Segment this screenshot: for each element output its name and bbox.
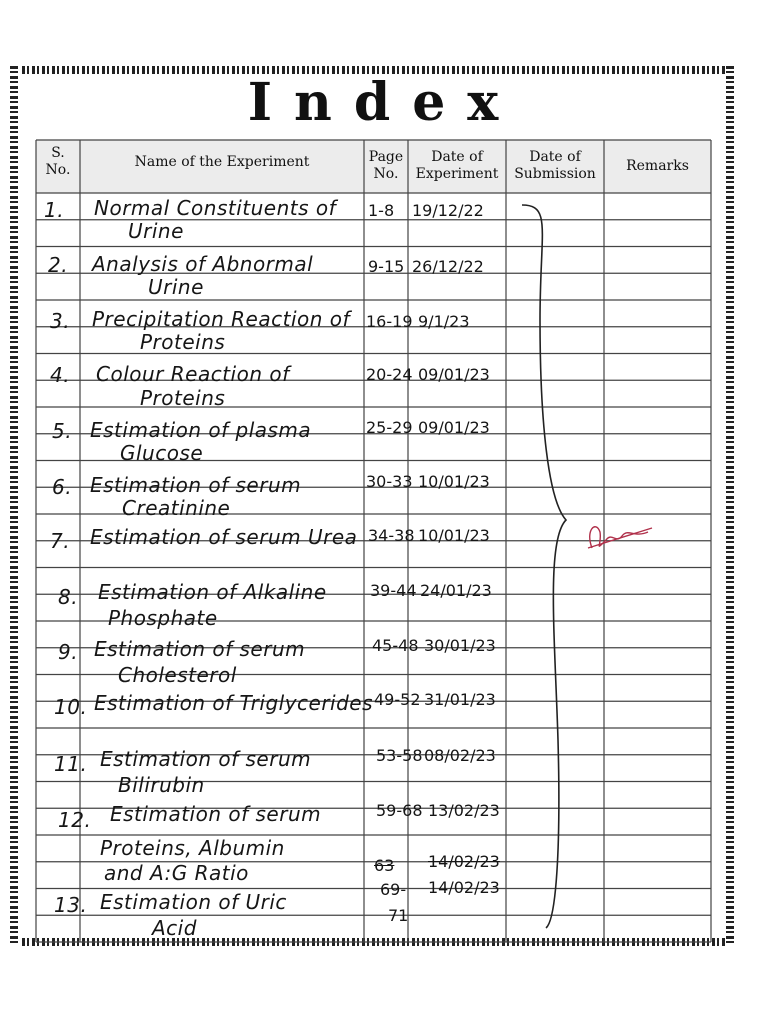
signature-mark <box>588 527 652 548</box>
row-10-name-line-1: Estimation of Triglycerides <box>94 691 374 715</box>
row-2-page: 9-15 <box>368 257 405 276</box>
row-3-date: 9/1/23 <box>418 312 470 331</box>
row-9-name-line-2: Cholesterol <box>118 663 237 687</box>
row-3-page: 16-19 <box>366 312 413 331</box>
row-1-page: 1-8 <box>368 201 395 220</box>
row-1-name-line-2: Urine <box>128 219 184 243</box>
row-4-name-line-1: Colour Reaction of <box>96 362 290 386</box>
row-13-name-line-1: Estimation of Uric <box>100 890 287 914</box>
row-8-date: 24/01/23 <box>420 581 492 600</box>
row-12-name-line-1: Estimation of serum <box>110 802 322 826</box>
row-6-name-line-1: Estimation of serum <box>90 473 302 497</box>
row-9-sno: 9. <box>58 640 79 664</box>
row-7-sno: 7. <box>50 529 71 553</box>
row-3-name-line-2: Proteins <box>140 330 226 354</box>
row-8-name-line-1: Estimation of Alkaline <box>98 580 327 604</box>
row-11-date: 08/02/23 <box>424 746 496 765</box>
row-13-page-cont: 71 <box>388 906 409 925</box>
row-2-name-line-1: Analysis of Abnormal <box>92 252 314 276</box>
row-9-date: 30/01/23 <box>424 636 496 655</box>
row-12-sno: 12. <box>58 808 92 832</box>
row-5-name-line-2: Glucose <box>120 441 204 465</box>
row-1-name-line-1: Normal Constituents of <box>94 196 337 220</box>
row-5-name-line-1: Estimation of plasma <box>90 418 312 442</box>
header-date-submission: Date of Submission <box>514 149 596 182</box>
row-11-name-line-2: Bilirubin <box>118 773 205 797</box>
row-1-sno: 1. <box>44 198 65 222</box>
row-12-name-line-3: and A:G Ratio <box>104 861 249 885</box>
row-6-sno: 6. <box>52 475 73 499</box>
row-7-date: 10/01/23 <box>418 526 490 545</box>
row-12-struck-page: 63 <box>374 856 395 875</box>
header-sno: S. No. <box>45 145 71 178</box>
row-4-date: 09/01/23 <box>418 365 490 384</box>
row-13-date: 14/02/23 <box>428 878 500 897</box>
row-8-sno: 8. <box>58 585 79 609</box>
row-11-name-line-1: Estimation of serum <box>100 747 312 771</box>
row-11-page: 53-58 <box>376 746 423 765</box>
row-13-name-line-2: Acid <box>152 916 197 940</box>
header-name: Name of the Experiment <box>134 154 310 170</box>
row-5-sno: 5. <box>52 419 73 443</box>
row-12-page: 59-68 <box>376 801 423 820</box>
row-10-sno: 10. <box>54 695 88 719</box>
row-4-name-line-2: Proteins <box>140 386 226 410</box>
header-page-no: Page No. <box>368 149 404 182</box>
row-13-page: 69- <box>380 880 407 899</box>
row-7-name-line-1: Estimation of serum Urea <box>90 525 358 549</box>
row-4-sno: 4. <box>50 363 71 387</box>
row-12-struck-date: 14/02/23 <box>428 852 500 871</box>
row-3-sno: 3. <box>50 309 71 333</box>
row-6-name-line-2: Creatinine <box>122 496 231 520</box>
row-4-page: 20-24 <box>366 365 413 384</box>
row-8-page: 39-44 <box>370 581 417 600</box>
row-6-page: 30-33 <box>366 472 413 491</box>
header-date-experiment: Date of Experiment <box>415 149 499 182</box>
row-6-date: 10/01/23 <box>418 472 490 491</box>
row-5-date: 09/01/23 <box>418 418 490 437</box>
header-remarks: Remarks <box>626 158 689 174</box>
row-9-page: 45-48 <box>372 636 419 655</box>
row-7-page: 34-38 <box>368 526 415 545</box>
row-5-page: 25-29 <box>366 418 413 437</box>
row-12-name-line-2: Proteins, Albumin <box>100 836 285 860</box>
row-2-name-line-2: Urine <box>148 275 204 299</box>
row-12-date: 13/02/23 <box>428 801 500 820</box>
row-9-name-line-1: Estimation of serum <box>94 637 306 661</box>
row-2-sno: 2. <box>48 253 69 277</box>
page-title: Index <box>247 72 521 133</box>
row-8-name-line-2: Phosphate <box>108 606 218 630</box>
row-10-page: 49-52 <box>374 690 421 709</box>
row-11-sno: 11. <box>54 752 88 776</box>
row-1-date: 19/12/22 <box>412 201 484 220</box>
row-3-name-line-1: Precipitation Reaction of <box>92 307 351 331</box>
row-10-date: 31/01/23 <box>424 690 496 709</box>
row-2-date: 26/12/22 <box>412 257 484 276</box>
bracket-mark <box>522 205 566 928</box>
row-13-sno: 13. <box>54 893 88 917</box>
